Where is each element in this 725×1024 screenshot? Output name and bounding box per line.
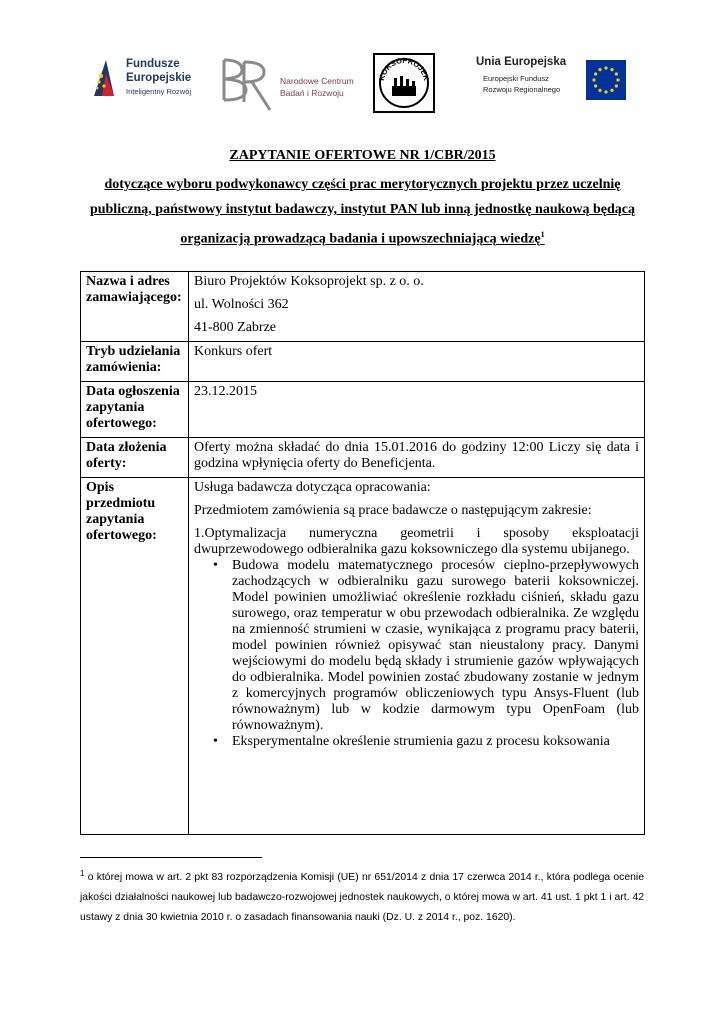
request-info-table [80,271,645,835]
fundusze-emblem-icon [92,58,122,98]
ncbr-text-line1: Narodowe Centrum [280,76,354,86]
ue-text-line3: Rozwoju Regionalnego [483,85,561,94]
bullet-icon: • [212,558,218,573]
ue-text-line2: Europejski Fundusz [483,74,549,83]
row-label: Nazwa i adres zamawiającego: [81,272,189,342]
value-line: Usługa badawcza dotycząca opracowania: [193,480,431,495]
row-label: Opis przedmiotu zapytania ofertowego: [81,478,189,835]
unia-europejska-logo [476,54,628,106]
footnote-number: 1 [80,869,85,878]
row-label: Tryb udzielania zamówienia: [81,342,189,382]
eu-flag-icon [586,60,626,100]
ncbr-text-line2: Badań i Rozwoju [280,88,344,98]
table-row [81,438,645,478]
description-content [194,480,639,829]
fundusze-europejskie-logo [92,56,202,104]
fundusze-text-line2: Europejskie [126,72,192,84]
table-row [81,272,645,342]
koksoprojekt-emblem-icon [372,52,436,114]
koksoprojekt-text: KOKSOPROJEK [377,55,431,82]
value-line: Przedmiotem zamówienia są prace badawcze o następującym zakresie: [193,503,592,518]
footnote-reference: 1 [540,230,545,239]
list-item [212,734,639,750]
table-row [81,382,645,438]
value-line: Konkurs ofert [193,344,273,359]
subtitle-text: dotyczące wyboru podwykonawcy części prac merytorycznych projektu przez uczelnię publiczną, państwowy instytut badawczy, instytut PAN lub inną jednostkę naukową będącą organizacją prowadzącą badania i upowszechniającą wiedzę [89,177,636,247]
list-item [212,558,639,734]
fundusze-text-line1: Fundusze [126,58,180,70]
row-value [188,272,644,342]
value-line: Oferty można składać do dnia 15.01.2016 do godziny 12:00 Liczy się data i godzina wpłynięcia oferty do Beneficjenta. [193,440,639,471]
value-line: 23.12.2015 [193,384,257,399]
bullet-icon: • [212,734,218,749]
row-value [188,478,644,835]
document-subtitle [86,172,639,252]
bullet-text: Budowa modelu matematycznego procesów cieplno-przepływowych zachodzących w odbieralniku gazu surowego baterii koksowniczej. Model powinien umożliwiać określenie rozkładu ciśnień, składu gazu surowego, oraz temperatur w obu przewodach odbieralnika. Ze względu na zmienność strumieni w czasie, wynikająca z programu pracy baterii, model powinien również opisywać stan nieustalony pracy. Danymi wejściowymi do modelu będą składy i strumienie gazów wpływających do odbieralnika. Model powinien zostać zbudowany zostanie w jednym z komercyjnych programów obliczeniowych typu Ansys-Fluent (lub równoważnym) lub w kodzie darmowym typu OpenFoam (lub równoważnym). [231,558,639,733]
task-bullet-list [194,558,639,750]
row-label: Data ogłoszenia zapytania ofertowego: [81,382,189,438]
row-label: Data złożenia oferty: [81,438,189,478]
ncbr-logo [218,54,358,114]
table-row [81,478,645,835]
row-value [188,382,644,438]
value-line: 41-800 Zabrze [193,320,277,335]
ue-text-line1: Unia Europejska [476,56,567,68]
footnote-text: o której mowa w art. 2 pkt 83 rozporządzenia Komisji (UE) nr 651/2014 z dnia 17 czerwca 2014 r., która podlega ocenie jakości działalności naukowej lub badawczo-rozwojowej jednostek naukowych, o której mowa w art. 41 ust. 1 pkt 1 i art. 42 ustawy z dnia 30 kwietnia 2010 r. o zasadach finansowania nauki (Dz. U. z 2014 r., poz. 1620). [80,872,644,923]
value-line: Biuro Projektów Koksoprojekt sp. z o. o. [193,274,424,289]
value-line: ul. Wolności 362 [193,297,289,312]
ncbr-monogram-icon [218,54,278,114]
row-value [188,438,644,478]
row-value [188,342,644,382]
bullet-text: Eksperymentalne określenie strumienia gazu z procesu koksowania [231,734,610,749]
footnote [80,864,644,928]
logo-bar [92,52,632,116]
koksoprojekt-logo [372,52,436,114]
table-row [81,342,645,382]
footnote-separator [80,857,262,858]
document-title: ZAPYTANIE OFERTOWE NR 1/CBR/2015 [229,148,496,163]
fundusze-text-line3: Inteligentny Rozwój [126,87,192,96]
value-line: 1.Optymalizacja numeryczna geometrii i sposoby eksploatacji dwuprzewodowego odbieralnika gazu koksowniczego dla systemu ubijanego. [193,526,639,557]
